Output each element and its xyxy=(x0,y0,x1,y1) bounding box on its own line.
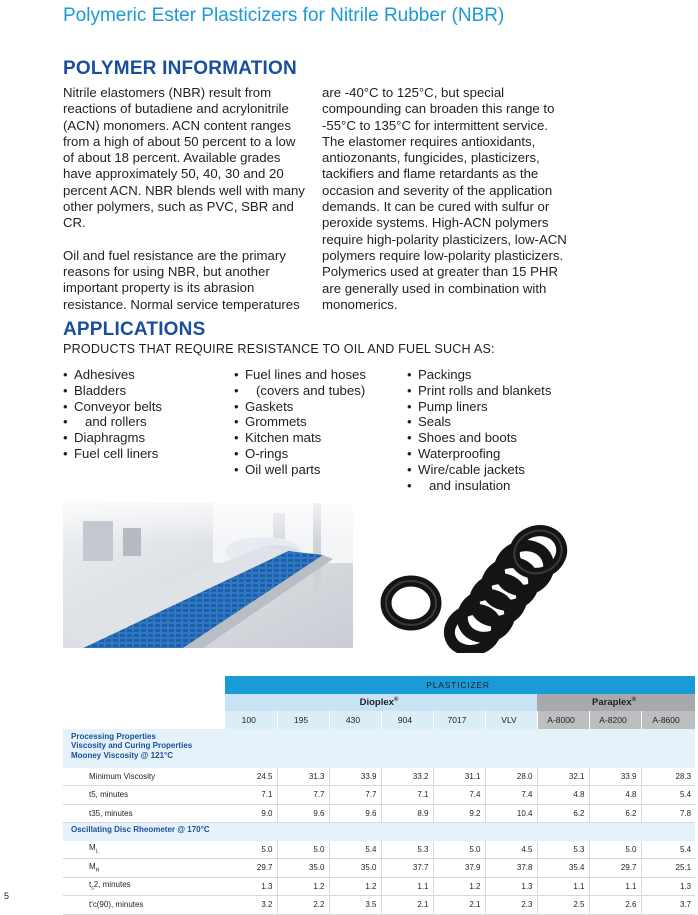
table-cell: 4.8 xyxy=(537,786,589,805)
list-item: • O-rings xyxy=(234,446,366,462)
table-cell: 1.2 xyxy=(277,877,329,896)
rubber-rings-photo xyxy=(378,518,568,653)
polymer-info-column-1 xyxy=(63,85,308,313)
table-cell: 5.0 xyxy=(589,841,641,859)
table-cell: 9.6 xyxy=(277,804,329,823)
table-cell: 9.2 xyxy=(433,804,485,823)
section-label-rheometer: Oscillating Disc Rheometer @ 170°C xyxy=(63,823,225,841)
table-cell: 33.2 xyxy=(381,768,433,786)
row-label: $t_s2$, minutes xyxy=(63,877,225,896)
grade-header: 100 xyxy=(225,711,277,729)
table-cell: 33.9 xyxy=(329,768,381,786)
table-row xyxy=(63,841,695,859)
polymer-info-paragraph-3: are -40°C to 125°C, but special compounding can broaden this range to -55°C to 135°C for intermittent service. The elastomer requires antioxidants, antiozonants, fungicides, plasticizers, tackifiers and flame retardants as the occasion and severity of the application demands. It can be cured with sulfur or peroxide systems. High-ACN polymers require high-polarity plasticizers, low-ACN polymers require low-polarity plasticizers. Polymerics used at greater than 15 PHR are generally used in combination with monomerics. xyxy=(322,85,567,312)
table-cell: 24.5 xyxy=(225,768,277,786)
table-corner xyxy=(63,694,225,712)
applications-subheading: PRODUCTS THAT REQUIRE RESISTANCE TO OIL AND FUEL SUCH AS: xyxy=(63,342,495,356)
table-cell: 32.1 xyxy=(537,768,589,786)
paraplex-header: Paraplex® xyxy=(537,694,695,712)
table-cell: 3.7 xyxy=(641,896,695,915)
table-cell: 31.3 xyxy=(277,768,329,786)
table-cell: 5.4 xyxy=(329,841,381,859)
list-item: • Grommets xyxy=(234,414,366,430)
page-number: 5 xyxy=(4,891,10,901)
table-row xyxy=(63,896,695,915)
table-row xyxy=(63,877,695,896)
table-cell: 7.1 xyxy=(381,786,433,805)
table-row xyxy=(63,804,695,823)
section-fill xyxy=(225,729,695,768)
rheometer-rows xyxy=(63,841,695,915)
list-item-continuation: • and rollers xyxy=(63,414,162,430)
applications-list-2 xyxy=(234,367,366,478)
table-cell: 2.1 xyxy=(381,896,433,915)
table-cell: 2.5 xyxy=(537,896,589,915)
table-cell: 37.8 xyxy=(485,859,537,878)
polymer-info-paragraph-2: Oil and fuel resistance are the primary reasons for using NBR, but another important property is its abrasion resistance. Normal service temperatures xyxy=(63,247,300,312)
grade-header: A-8600 xyxy=(641,711,695,729)
list-item: • Fuel cell liners xyxy=(63,446,162,462)
table-row xyxy=(63,859,695,878)
table-cell: 3.2 xyxy=(225,896,277,915)
table-row xyxy=(63,768,695,786)
table-cell: 28.3 xyxy=(641,768,695,786)
table-cell: 10.4 xyxy=(485,804,537,823)
table-cell: 1.1 xyxy=(381,877,433,896)
list-item: • Conveyor belts xyxy=(63,399,162,415)
table-cell: 29.7 xyxy=(225,859,277,878)
grade-header: VLV xyxy=(485,711,537,729)
table-cell: 31.1 xyxy=(433,768,485,786)
table-cell: 25.1 xyxy=(641,859,695,878)
table-cell: 33.9 xyxy=(589,768,641,786)
table-cell: 3.5 xyxy=(329,896,381,915)
table-cell: 1.3 xyxy=(225,877,277,896)
table-cell: 7.7 xyxy=(277,786,329,805)
table-cell: 6.2 xyxy=(589,804,641,823)
table-cell: 1.3 xyxy=(641,877,695,896)
row-label: Minimum Viscosity xyxy=(63,768,225,786)
table-cell: 9.0 xyxy=(225,804,277,823)
applications-heading: APPLICATIONS xyxy=(63,319,206,340)
table-cell: 2.1 xyxy=(433,896,485,915)
table-cell: 1.3 xyxy=(485,877,537,896)
grade-header: 7017 xyxy=(433,711,485,729)
list-item: • Print rolls and blankets xyxy=(407,383,551,399)
table-cell: 2.3 xyxy=(485,896,537,915)
table-cell: 1.2 xyxy=(329,877,381,896)
table-cell: 1.2 xyxy=(433,877,485,896)
applications-list-1 xyxy=(63,367,162,462)
list-item: • Shoes and boots xyxy=(407,430,551,446)
list-item: • Pump liners xyxy=(407,399,551,415)
table-cell: 9.6 xyxy=(329,804,381,823)
table-cell: 1.1 xyxy=(589,877,641,896)
row-label: t'c(90), minutes xyxy=(63,896,225,915)
table-cell: 7.7 xyxy=(329,786,381,805)
table-cell: 4.5 xyxy=(485,841,537,859)
table-cell: 35.4 xyxy=(537,859,589,878)
section-label-processing: Processing Properties Viscosity and Curing Properties Mooney Viscosity @ 121°C xyxy=(63,729,225,768)
table-cell: 29.7 xyxy=(589,859,641,878)
table-cell: 7.1 xyxy=(225,786,277,805)
list-item: • Bladders xyxy=(63,383,162,399)
list-item-continuation: • (covers and tubes) xyxy=(234,383,366,399)
conveyor-belt-photo xyxy=(63,503,353,648)
row-label: $M_L$ xyxy=(63,841,225,859)
table-cell: 8.9 xyxy=(381,804,433,823)
list-item: • Diaphragms xyxy=(63,430,162,446)
table-cell: 7.4 xyxy=(485,786,537,805)
table-cell: 2.6 xyxy=(589,896,641,915)
properties-table xyxy=(63,676,696,915)
grade-header: A-8200 xyxy=(589,711,641,729)
list-item: • Waterproofing xyxy=(407,446,551,462)
table-cell: 5.0 xyxy=(277,841,329,859)
list-item: • Fuel lines and hoses xyxy=(234,367,366,383)
grade-header: 904 xyxy=(381,711,433,729)
document-title: Polymeric Ester Plasticizers for Nitrile Rubber (NBR) xyxy=(63,5,505,26)
list-item: • Kitchen mats xyxy=(234,430,366,446)
table-cell: 5.3 xyxy=(537,841,589,859)
table-cell: 6.2 xyxy=(537,804,589,823)
table-cell: 2.2 xyxy=(277,896,329,915)
table-cell: 5.3 xyxy=(381,841,433,859)
table-cell: 4.8 xyxy=(589,786,641,805)
polymer-info-paragraph-1: Nitrile elastomers (NBR) result from reactions of butadiene and acrylonitrile (ACN) monomers. ACN content ranges from a high of about 50 percent to a low of about 18 percent. Available grades have approximately 50, 40, 30 and 20 percent ACN. NBR blends well with many other polymers, such as PVC, SBR and CR. xyxy=(63,85,305,231)
section-fill xyxy=(225,823,695,841)
table-cell: 1.1 xyxy=(537,877,589,896)
table-cell: 5.0 xyxy=(433,841,485,859)
table-cell: 5.0 xyxy=(225,841,277,859)
polymer-info-column-2 xyxy=(322,85,567,313)
list-item: • Oil well parts xyxy=(234,462,366,478)
table-cell: 35.0 xyxy=(277,859,329,878)
table-cell: 37.9 xyxy=(433,859,485,878)
table-row xyxy=(63,786,695,805)
dioplex-header: Dioplex® xyxy=(225,694,537,712)
list-item: • Packings xyxy=(407,367,551,383)
table-cell: 37.7 xyxy=(381,859,433,878)
table-corner xyxy=(63,676,225,694)
row-label: $M_H$ xyxy=(63,859,225,878)
table-corner xyxy=(63,711,225,729)
table-cell: 7.4 xyxy=(433,786,485,805)
grade-header: 195 xyxy=(277,711,329,729)
list-item: • Seals xyxy=(407,414,551,430)
table-cell: 35.0 xyxy=(329,859,381,878)
table-cell: 5.4 xyxy=(641,841,695,859)
table-cell: 7.8 xyxy=(641,804,695,823)
grade-header: A-8000 xyxy=(537,711,589,729)
grade-header: 430 xyxy=(329,711,381,729)
table-cell: 5.4 xyxy=(641,786,695,805)
list-item: • Wire/cable jackets xyxy=(407,462,551,478)
list-item: • Gaskets xyxy=(234,399,366,415)
polymer-information-heading: POLYMER INFORMATION xyxy=(63,58,297,79)
list-item: • Adhesives xyxy=(63,367,162,383)
applications-list-3 xyxy=(407,367,551,493)
table-cell: 28.0 xyxy=(485,768,537,786)
processing-rows xyxy=(63,768,695,823)
plasticizer-header: PLASTICIZER xyxy=(225,676,695,694)
list-item-continuation: • and insulation xyxy=(407,478,551,494)
row-label: t35, minutes xyxy=(63,804,225,823)
row-label: t5, minutes xyxy=(63,786,225,805)
